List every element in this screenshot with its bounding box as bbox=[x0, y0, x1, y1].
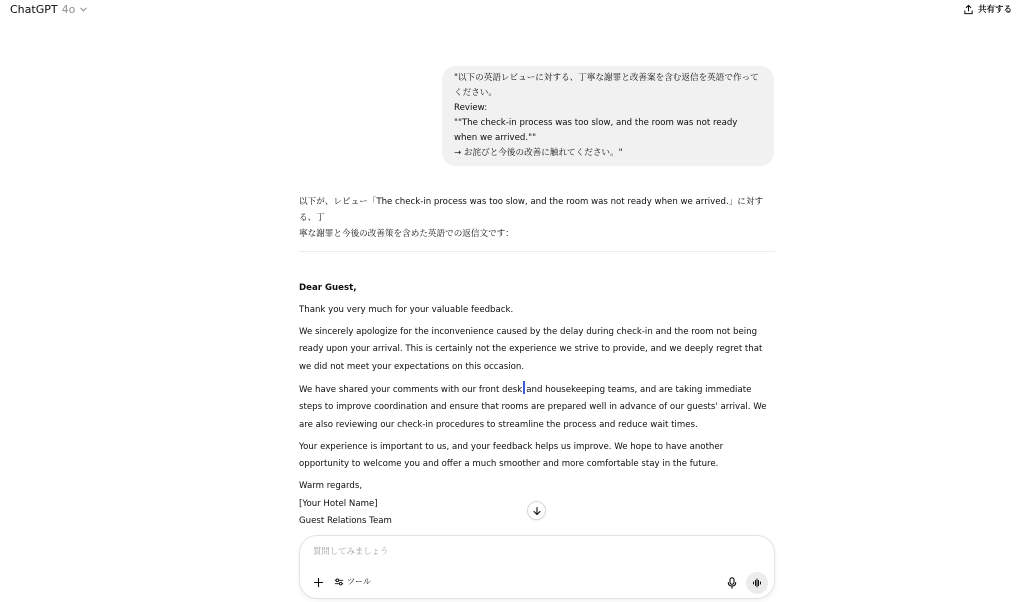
text-cursor bbox=[523, 381, 525, 394]
letter-paragraph-closing bbox=[299, 439, 775, 474]
letter-line: ready upon your arrival. This is certainly not the experience we strive to provide, and we deeply regret that bbox=[299, 344, 763, 354]
model-name: ChatGPT bbox=[10, 3, 58, 16]
letter-paragraph-apology bbox=[299, 324, 775, 377]
user-message-line: "以下の英語レビューに対する、丁寧な謝罪と改善案を含む返信を英語で作って bbox=[454, 73, 759, 83]
top-bar bbox=[0, 0, 1024, 22]
voice-mode-button[interactable] bbox=[746, 572, 768, 594]
letter-line: We sincerely apologize for the inconvenience caused by the delay during check-in and the room not being bbox=[299, 326, 758, 337]
tools-button[interactable] bbox=[334, 576, 371, 587]
voice-waveform-icon bbox=[752, 578, 762, 588]
assistant-intro-line: 寧な謝罪と今後の改善策を含めた英語での返信文です： bbox=[299, 229, 514, 239]
letter-paragraph-action bbox=[299, 381, 775, 435]
share-button[interactable] bbox=[963, 3, 1012, 15]
attach-button[interactable] bbox=[311, 575, 325, 589]
letter-line: We have shared your comments with our front desk bbox=[299, 384, 523, 395]
scroll-to-bottom-button[interactable] bbox=[527, 501, 546, 520]
letter-line: are also reviewing our check-in procedures to streamline the process and reduce wait times. bbox=[299, 419, 698, 430]
prompt-input[interactable] bbox=[313, 546, 753, 556]
user-message-line: when we arrived."" bbox=[454, 133, 537, 143]
microphone-button[interactable] bbox=[726, 576, 738, 589]
letter-line: steps to improve coordination and ensure that rooms are prepared well in advance of our guests' arrival. We bbox=[299, 402, 767, 412]
share-icon bbox=[963, 4, 974, 15]
microphone-icon bbox=[727, 577, 737, 589]
user-message-bubble bbox=[442, 66, 774, 166]
share-label: 共有する bbox=[977, 5, 1012, 15]
sliders-icon bbox=[334, 577, 344, 587]
letter-greeting: Dear Guest, bbox=[299, 283, 357, 293]
user-message-line: ください。 bbox=[454, 88, 497, 98]
tools-label: ツール bbox=[347, 577, 371, 586]
letter-line: opportunity to welcome you and offer a much smoother and more comfortable stay in the future. bbox=[299, 459, 719, 469]
signoff-line: [Your Hotel Name] bbox=[299, 498, 378, 509]
message-divider bbox=[299, 251, 775, 252]
letter-line: and housekeeping teams, and are taking immediate bbox=[526, 384, 752, 395]
assistant-intro-line: 以下が、レビュー「The check-in process was too slow, and the room was not ready when we arrived.」に対する、丁 bbox=[299, 197, 764, 223]
signoff-line: Guest Relations Team bbox=[299, 516, 392, 526]
model-version: 4o bbox=[61, 3, 76, 16]
letter-line: Your experience is important to us, and your feedback helps us improve. We hope to have another bbox=[299, 441, 724, 452]
composer bbox=[299, 535, 775, 599]
plus-icon bbox=[313, 577, 324, 588]
chevron-down-icon bbox=[79, 5, 88, 14]
user-message-line: ""The check-in process was too slow, and the room was not ready bbox=[454, 118, 738, 128]
signoff-line: Warm regards, bbox=[299, 481, 363, 491]
assistant-letter bbox=[299, 280, 775, 531]
assistant-intro bbox=[299, 194, 775, 242]
letter-paragraph-thanks: Thank you very much for your valuable feedback. bbox=[299, 304, 514, 315]
model-picker[interactable] bbox=[10, 3, 88, 16]
user-message-line: Review: bbox=[454, 103, 488, 113]
arrow-down-icon bbox=[532, 506, 542, 516]
letter-line: we did not meet your expectations on this occasion. bbox=[299, 361, 525, 372]
user-message-line: → お詫びと今後の改善に触れてください。" bbox=[454, 148, 623, 158]
